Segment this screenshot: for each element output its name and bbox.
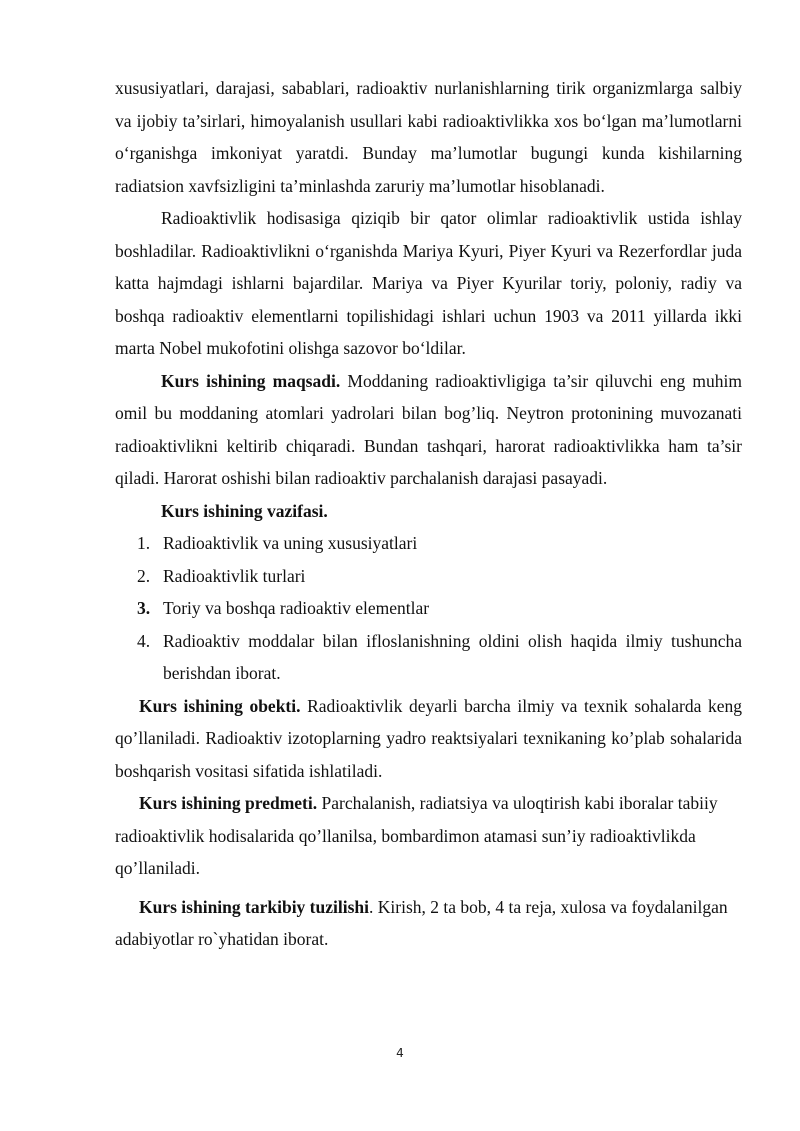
tasks-heading: Kurs ishining vazifasi. [161, 500, 328, 521]
tasks-list [115, 527, 742, 690]
page-number: 4 [396, 1046, 404, 1060]
goal-heading: Kurs ishining maqsadi. [161, 370, 341, 391]
subject-heading: Kurs ishining predmeti. [139, 793, 318, 813]
paragraph-structure [115, 891, 742, 956]
paragraph-goal [115, 365, 742, 495]
list-item-text: Radioaktiv moddalar bilan ifloslanishning oldini olish haqida ilmiy tushuncha berishdan iborat. [163, 630, 742, 683]
list-item-number: 3. [137, 598, 151, 618]
document-page [115, 72, 742, 956]
list-item [115, 560, 742, 593]
list-item-number: 4. [137, 630, 151, 651]
list-item-number: 2. [137, 565, 151, 586]
list-item [115, 625, 742, 690]
structure-heading: Kurs ishining tarkibiy tuzilishi [139, 896, 369, 917]
paragraph-object [115, 690, 742, 788]
object-heading: Kurs ishining obekti. [139, 695, 301, 716]
list-item [115, 527, 742, 560]
subject-text: Parchalanish, radiatsiya va uloqtirish kabi iboralar tabiiy radioaktivlik hodisalarida qo’llanilsa, bombardimon atamasi sun’iy radioaktivlikda qo’llaniladi. [115, 793, 718, 878]
list-item-number: 1. [137, 533, 151, 553]
list-item-text: Radioaktivlik va uning xususiyatlari [163, 533, 418, 553]
paragraph-scientists: Radioaktivlik hodisasiga qiziqib bir qator olimlar radioaktivlik ustida ishlay boshladilar. Radioaktivlikni o‘rganishda Mariya Kyuri, Piyer Kyuri va Rezerfordlar juda katta hajmdagi ishlarni bajardilar. Mariya va Piyer Kyurilar toriy, poloniy, radiy va boshqa radioaktiv elementlarni topilishidagi ishlari uchun 1903 va 2011 yillarda ikki marta Nobel mukofotini olishga sazovor bo‘ldilar. [115, 208, 742, 358]
list-item [115, 592, 742, 625]
list-item-text: Radioaktivlik turlari [163, 565, 306, 586]
object-text: Radioaktivlik deyarli barcha ilmiy va texnik sohalarda keng qo’llaniladi. Radioaktiv izotoplarning yadro reaktsiyalari texnikaning ko’plab sohalarida boshqarish vositasi sifatida ishlatiladi. [115, 695, 742, 781]
list-item-text: Toriy va boshqa radioaktiv elementlar [163, 598, 430, 618]
paragraph-intro-continued: xususiyatlari, darajasi, sabablari, radioaktiv nurlanishlarning tirik organizmlarga salbiy va ijobiy ta’sirlari, himoyalanish usullari kabi radioaktivlikka xos bo‘lgan ma’lumotlarni o‘rganishga imkoniyat yaratdi. Bunday ma’lumotlar bugungi kunda kishilarning radiatsion xavfsizligini ta’minlashda zaruriy ma’lumotlar hisoblanadi. [115, 78, 742, 196]
structure-text: . Kirish, 2 ta bob, 4 ta reja, xulosa va foydalanilgan adabiyotlar ro`yhatidan iborat. [115, 896, 728, 949]
paragraph-subject [115, 787, 742, 885]
goal-text: Moddaning radioaktivligiga ta’sir qiluvchi eng muhim omil bu moddaning atomlari yadrolari bilan bog’liq. Neytron protonining muvozanati radioaktivlikni keltirib chiqaradi. Bundan tashqari, harorat radioaktivlikka ham ta’sir qiladi. Harorat oshishi bilan radioaktiv parchalanish darajasi pasayadi. [115, 370, 742, 488]
